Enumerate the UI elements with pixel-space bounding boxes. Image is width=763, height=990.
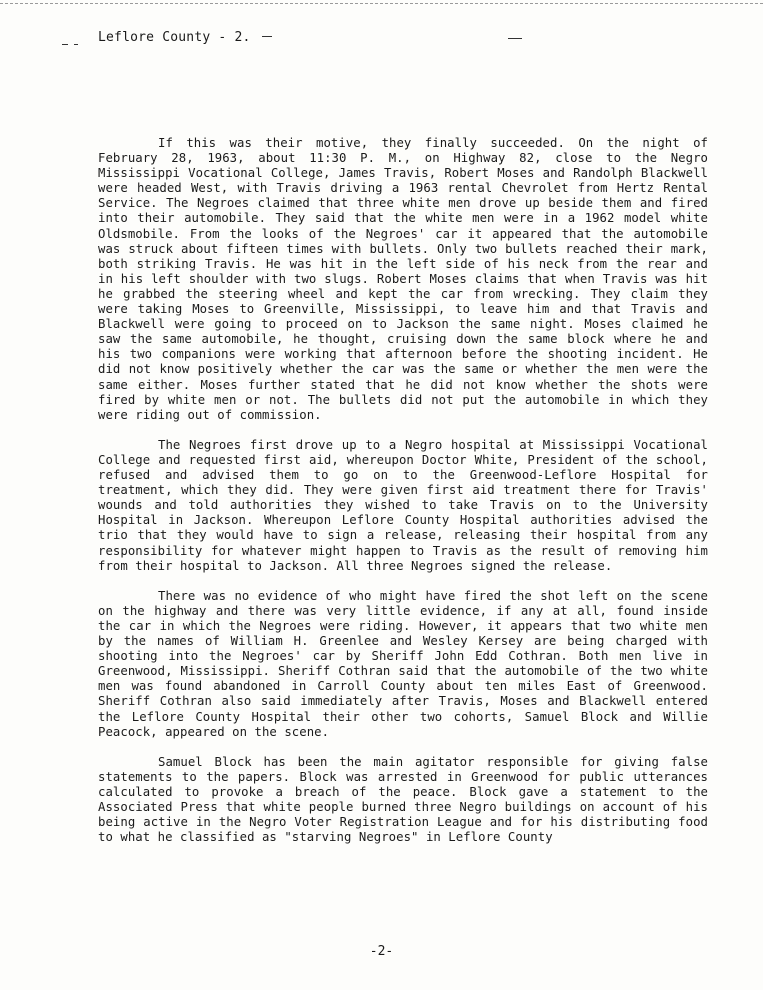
paragraph-shooting-incident: If this was their motive, they finally succeeded. On the night of February 28, 1963, about 11:30 P. M., on Highway 82, close to the Negro Mississippi Vocational College, James Travis, Robert Moses and Randolph Blackwell were headed West, with Travis driving a 1963 rental Chevrolet from Hertz Rental Service. The Negroes claimed that three white men drove up beside them and fired into their automobile. They said that the white men were in a 1962 model white Oldsmobile. From the looks of the Negroes' car it appeared that the automobile was struck about fifteen times with bullets. Only two bullets reached their mark, both striking Travis. He was hit in the left side of his neck from the rear and in his left shoulder with two slugs. Robert Moses claims that when Travis was hit he grabbed the steering wheel and kept the car from wrecking. They claim they were taking Moses to Greenville, Mississippi, to leave him and that Travis and Blackwell were going to proceed on to Jackson the same night. Moses claimed he saw the same automobile, he thought, cruising down the same block where he and his two companions were working that afternoon before the shooting incident. He did not know positively whether the car was the same or whether the men were the same either. Moses further stated that he did not know whether the shots were fired by white men or not. The bullets did not put the automobile in which they were riding out of commission. <box>98 136 708 422</box>
stray-mark <box>74 44 78 45</box>
stray-mark <box>262 36 272 37</box>
body-text <box>98 136 708 845</box>
page-number: -2- <box>369 944 394 959</box>
paragraph-evidence: There was no evidence of who might have fired the shot left on the scene on the highway and there was very little evidence, if any at all, found inside the car in which the Negroes were riding. However, it appears that two white men by the names of William H. Greenlee and Wesley Kersey are being charged with shooting into the Negroes' car by Sheriff John Edd Cothran. Both men live in Greenwood, Mississippi. Sheriff Cothran said that the automobile of the two white men was found abandoned in Carroll County about ten miles East of Greenwood. Sheriff Cothran also said immediately after Travis, Moses and Blackwell entered the Leflore County Hospital their other two cohorts, Samuel Block and Willie Peacock, appeared on the scene. <box>98 588 708 739</box>
stray-mark <box>508 38 522 39</box>
paragraph-hospital-visit: The Negroes first drove up to a Negro hospital at Mississippi Vocational College and requested first aid, whereupon Doctor White, President of the school, refused and advised them to go on to the Greenwood-Leflore Hospital for treatment, which they did. They were given first aid treatment there for Travis' wounds and told authorities they wished to take Travis on to the University Hospital in Jackson. Whereupon Leflore County Hospital authorities advised the trio that they would have to sign a release, releasing their hospital from any responsibility for whatever might happen to Travis as the result of removing him from their hospital to Jackson. All three Negroes signed the release. <box>98 437 708 573</box>
paragraph-samuel-block: Samuel Block has been the main agitator responsible for giving false statements to the papers. Block was arrested in Greenwood for public utterances calculated to provoke a breach of the peace. Block gave a statement to the Associated Press that white people burned three Negro buildings on account of his being active in the Negro Voter Registration League and for his distributing food to what he classified as "starving Negroes" in Leflore County <box>98 754 708 845</box>
running-header: Leflore County - 2. <box>98 30 251 45</box>
top-edge-rule <box>0 3 763 4</box>
stray-mark <box>62 44 68 45</box>
